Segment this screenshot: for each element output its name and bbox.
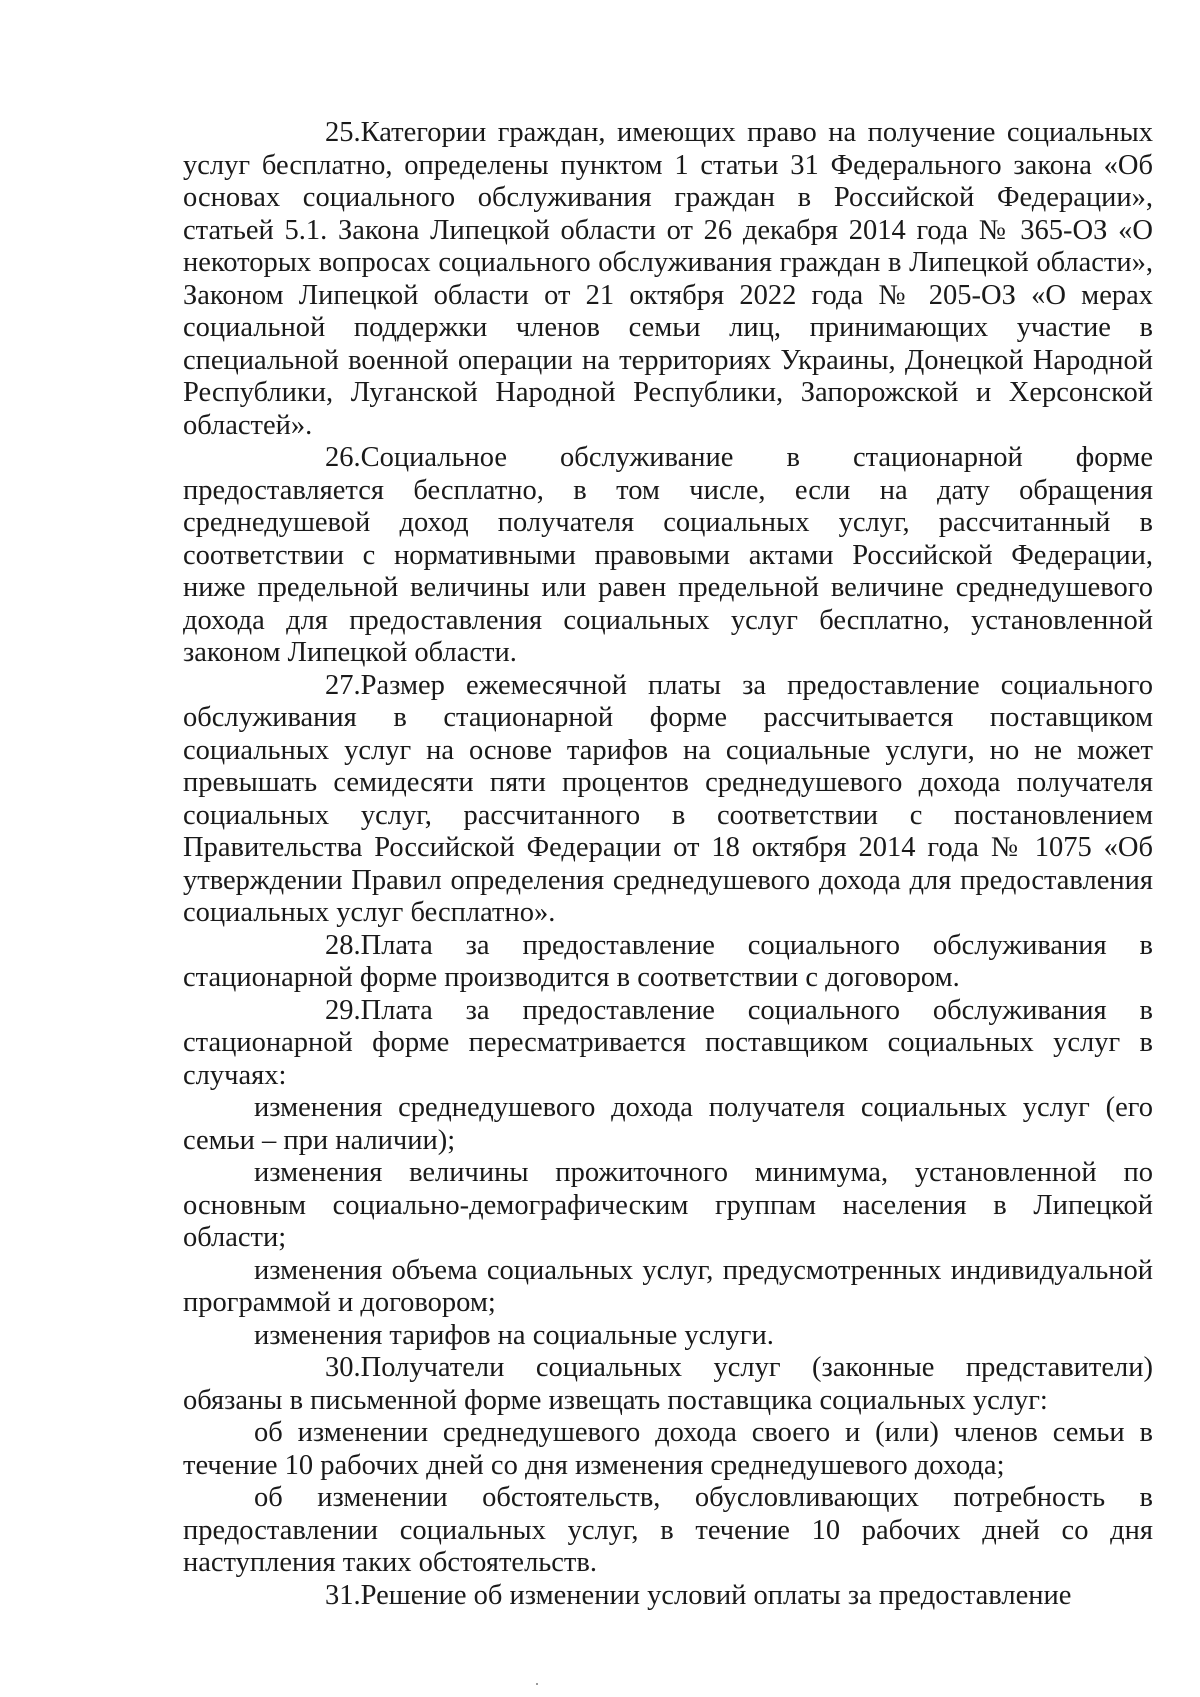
list-item-services-volume xyxy=(183,1255,1153,1320)
paragraph-number: 27. xyxy=(325,669,361,701)
paragraph-31 xyxy=(183,1580,1153,1613)
paragraph-25 xyxy=(183,117,1153,442)
list-item-circumstances-notice xyxy=(183,1482,1153,1580)
paragraph-text: об изменении среднедушевого дохода своего и (или) членов семьи в течение 10 рабочих дней со дня изменения среднедушевого дохода; xyxy=(183,1417,1153,1481)
paragraph-text: об изменении обстоятельств, обусловливающих потребность в предоставлении социальных услуг, в течение 10 рабочих дней со дня наступления таких обстоятельств. xyxy=(183,1482,1153,1578)
list-item-income-change xyxy=(183,1092,1153,1157)
paragraph-text: Плата за предоставление социального обслуживания в стационарной форме пересматривается поставщиком социальных услуг в случаях: xyxy=(183,994,1153,1091)
paragraph-text: Получатели социальных услуг (законные представители) обязаны в письменной форме извещать поставщика социальных услуг: xyxy=(183,1352,1153,1416)
list-item-tariffs xyxy=(183,1320,1153,1353)
document-body xyxy=(183,117,1153,1612)
paragraph-text: изменения объема социальных услуг, предусмотренных индивидуальной программой и договором; xyxy=(183,1254,1153,1318)
paragraph-number: 25. xyxy=(325,117,361,148)
paragraph-text: Решение об изменении условий оплаты за предоставление xyxy=(360,1579,1072,1611)
paragraph-text: изменения величины прожиточного минимума, установленной по основным социально-демографическим группам населения в Липецкой области; xyxy=(183,1157,1153,1253)
paragraph-text: Плата за предоставление социального обслуживания в стационарной форме производится в соответствии с договором. xyxy=(183,929,1153,993)
paragraph-26 xyxy=(183,442,1153,670)
list-item-income-notice xyxy=(183,1417,1153,1482)
paragraph-text: Социальное обслуживание в стационарной форме предоставляется бесплатно, в том числе, если на дату обращения среднедушевой доход получателя социальных услуг, рассчитанный в соответствии с нормативными правовыми актами Российской Федерации, ниже предельной величины или равен предельной величине среднедушевого дохода для предоставления социальных услуг бесплатно, установленной законом Липецкой области. xyxy=(183,442,1153,668)
paragraph-text: изменения тарифов на социальные услуги. xyxy=(254,1319,774,1351)
paragraph-28 xyxy=(183,930,1153,995)
paragraph-number: 30. xyxy=(325,1352,361,1383)
list-item-subsistence-minimum xyxy=(183,1157,1153,1255)
paragraph-number: 28. xyxy=(325,929,361,961)
paragraph-29 xyxy=(183,995,1153,1093)
paragraph-27 xyxy=(183,670,1153,930)
paragraph-30 xyxy=(183,1352,1153,1417)
paragraph-text: изменения среднедушевого дохода получателя социальных услуг (его семьи – при наличии); xyxy=(183,1092,1153,1156)
paragraph-text: Размер ежемесячной платы за предоставление социального обслуживания в стационарной форме рассчитывается поставщиком социальных услуг на основе тарифов на социальные услуги, но не может превышать семидесяти пяти процентов среднедушевого дохода получателя социальных услуг, рассчитанного в соответствии с постановлением Правительства Российской Федерации от 18 октября 2014 года № 1075 «Об утверждении Правил определения среднедушевого дохода для предоставления социальных услуг бесплатно». xyxy=(183,669,1153,928)
paragraph-number: 29. xyxy=(325,994,361,1026)
paragraph-text: Категории граждан, имеющих право на получение социальных услуг бесплатно, определены пунктом 1 статьи 31 Федерального закона «Об основах социального обслуживания граждан в Российской Федерации», статьей 5.1. Закона Липецкой области от 26 декабря 2014 года № 365-ОЗ «О некоторых вопросах социального обслуживания граждан в Липецкой области», Законом Липецкой области от 21 октября 2022 года № 205-ОЗ «О мерах социальной поддержки членов семьи лиц, принимающих участие в специальной военной операции на территориях Украины, Донецкой Народной Республики, Луганской Народной Республики, Запорожской и Херсонской областей». xyxy=(183,117,1153,441)
scan-speck xyxy=(536,1683,538,1685)
paragraph-number: 26. xyxy=(325,442,361,473)
paragraph-number: 31. xyxy=(325,1579,361,1611)
